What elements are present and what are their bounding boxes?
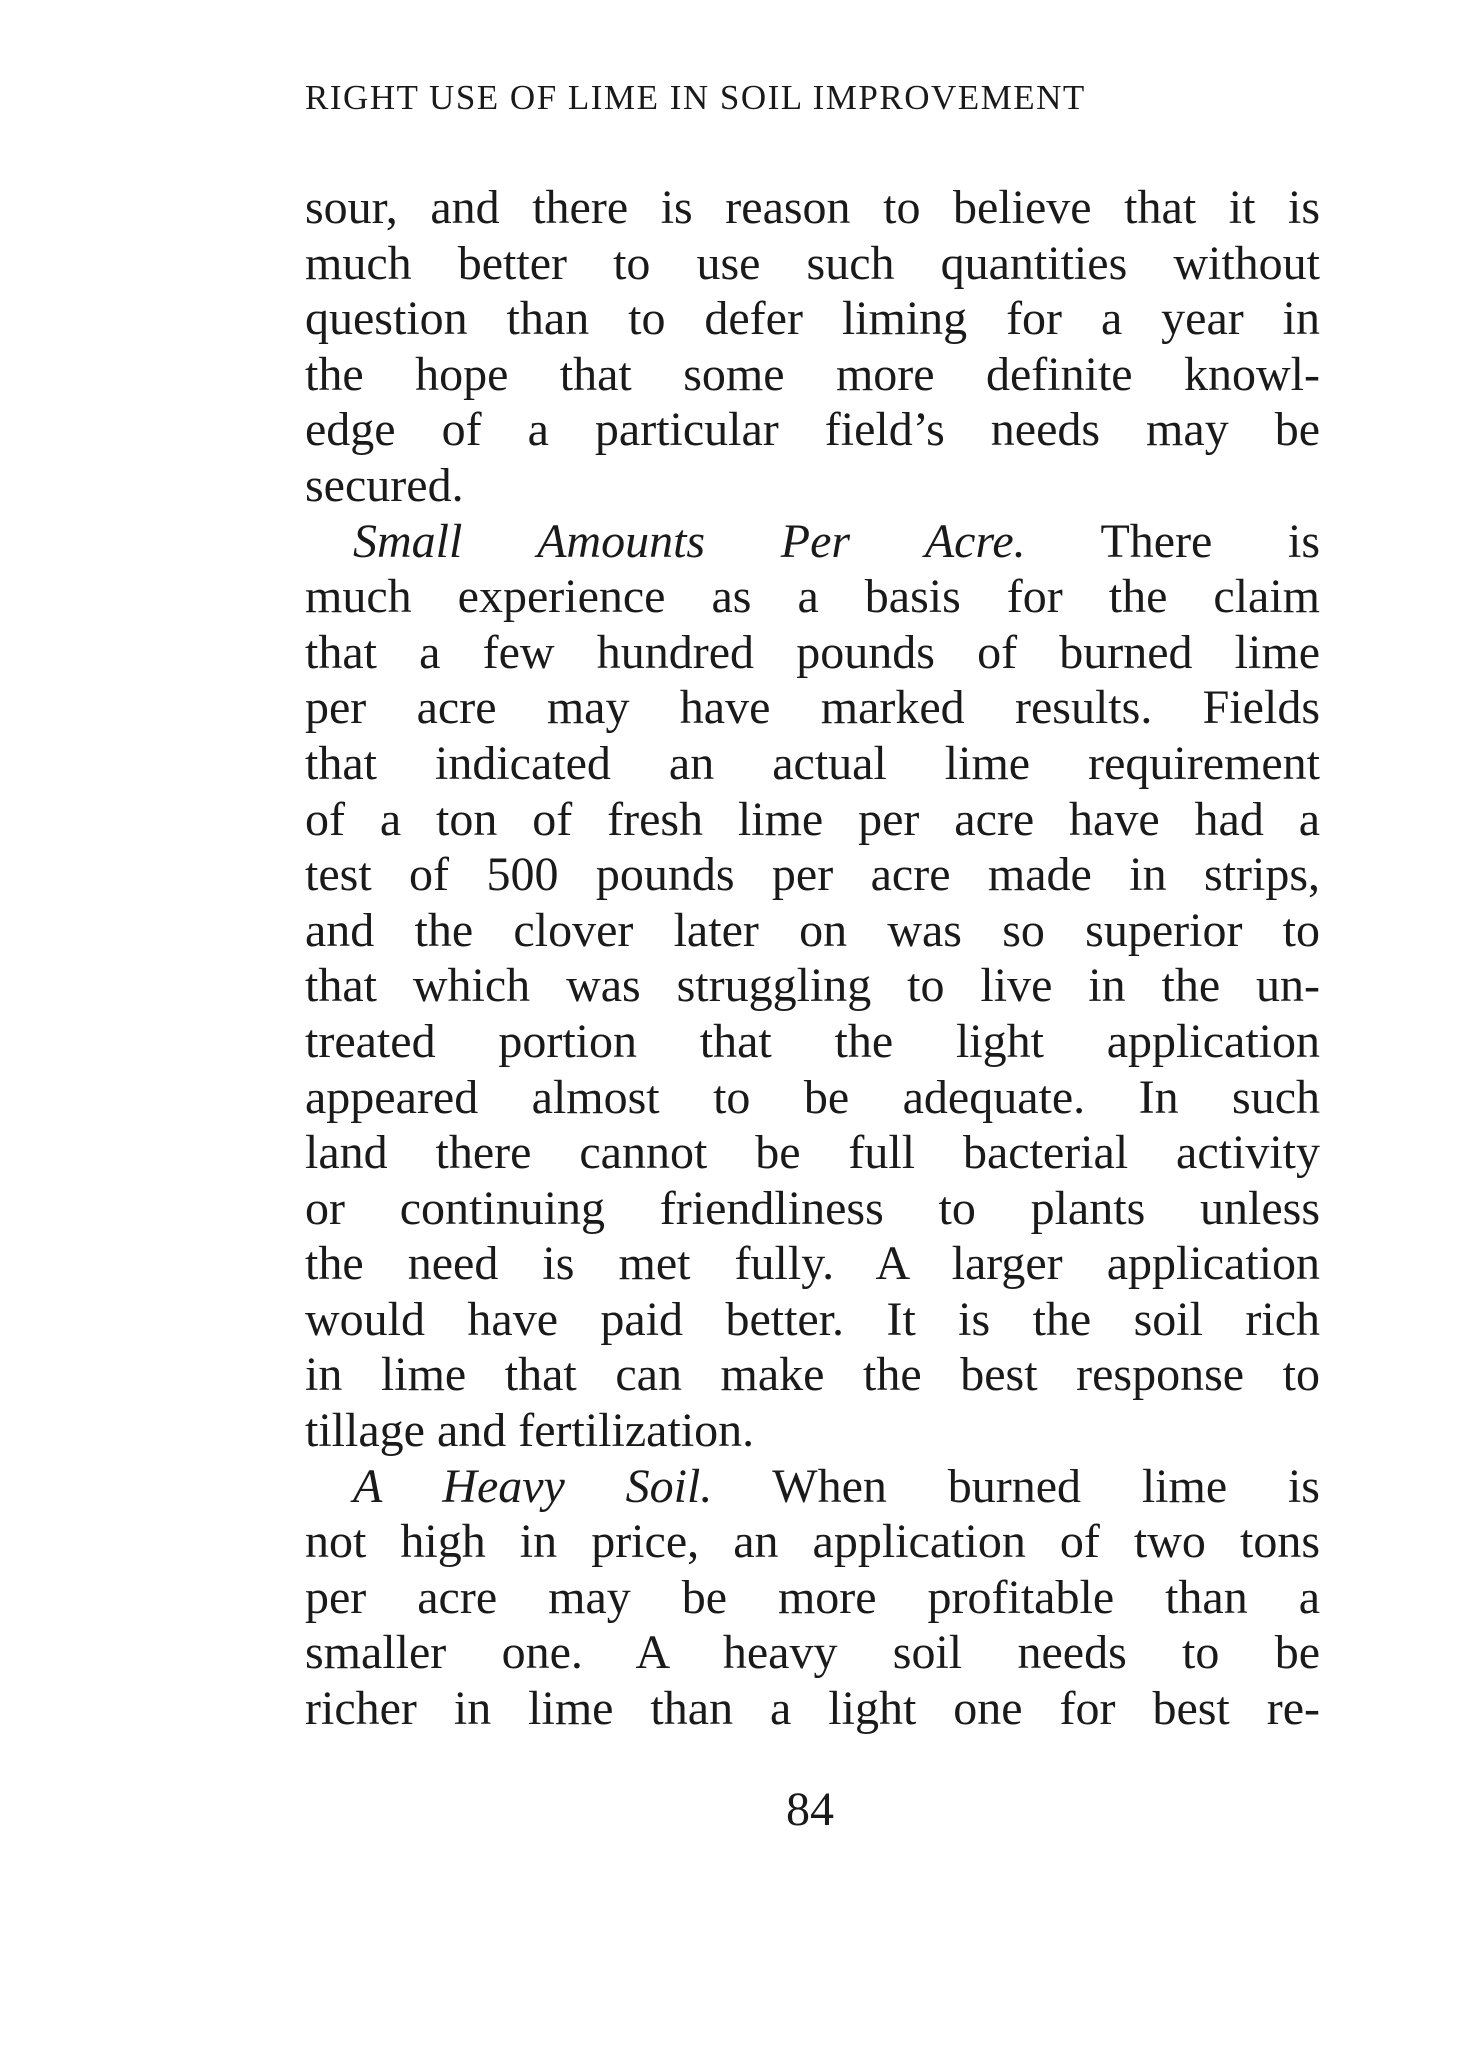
text-line: that indicated an actual lime requirement: [305, 736, 1320, 790]
text-line: per acre may have marked results. Fields: [305, 681, 1320, 735]
text-line: question than to defer liming for a year in: [305, 292, 1320, 346]
text-line: land there cannot be full bacterial activity: [305, 1126, 1320, 1180]
text-line: the hope that some more definite knowl-: [305, 347, 1320, 401]
paragraph-first-line: [305, 1459, 1320, 1515]
text-line: secured.: [305, 458, 464, 512]
text-line: and the clover later on was so superior to: [305, 903, 1320, 957]
running-head: RIGHT USE OF LIME IN SOIL IMPROVEMENT: [305, 78, 1086, 117]
run-in-heading: Small Amounts Per Acre.: [353, 514, 1026, 568]
text-line: would have paid better. It is the soil rich: [305, 1292, 1320, 1346]
text-line: that a few hundred pounds of burned lime: [305, 625, 1320, 679]
text-line: tillage and fertilization.: [305, 1404, 755, 1458]
text-line: the need is met fully. A larger application: [305, 1237, 1320, 1291]
text-line: per acre may be more profitable than a: [305, 1570, 1320, 1624]
text-run: When burned lime is: [772, 1459, 1320, 1513]
text-line: appeared almost to be adequate. In such: [305, 1070, 1320, 1124]
text-run: There is: [1100, 514, 1321, 568]
paragraph-first-line: [305, 514, 1320, 570]
text-line: much better to use such quantities without: [305, 236, 1320, 290]
text-line: or continuing friendliness to plants unless: [305, 1181, 1320, 1235]
text-line: of a ton of fresh lime per acre have had a: [305, 792, 1320, 846]
page-number: 84: [786, 1783, 834, 1836]
text-line: that which was struggling to live in the un-: [305, 959, 1320, 1013]
body-text: [305, 180, 1320, 1737]
text-line: edge of a particular field’s needs may be: [305, 403, 1320, 457]
text-line: treated portion that the light application: [305, 1014, 1320, 1068]
run-in-heading: A Heavy Soil.: [353, 1459, 713, 1513]
text-line: much experience as a basis for the claim: [305, 570, 1320, 624]
text-line: smaller one. A heavy soil needs to be: [305, 1626, 1320, 1680]
text-line: in lime that can make the best response to: [305, 1348, 1320, 1402]
text-line: sour, and there is reason to believe that it is: [305, 181, 1320, 234]
text-line: not high in price, an application of two tons: [305, 1515, 1320, 1569]
text-line: richer in lime than a light one for best re-: [305, 1682, 1320, 1736]
text-line: test of 500 pounds per acre made in strips,: [305, 848, 1320, 902]
